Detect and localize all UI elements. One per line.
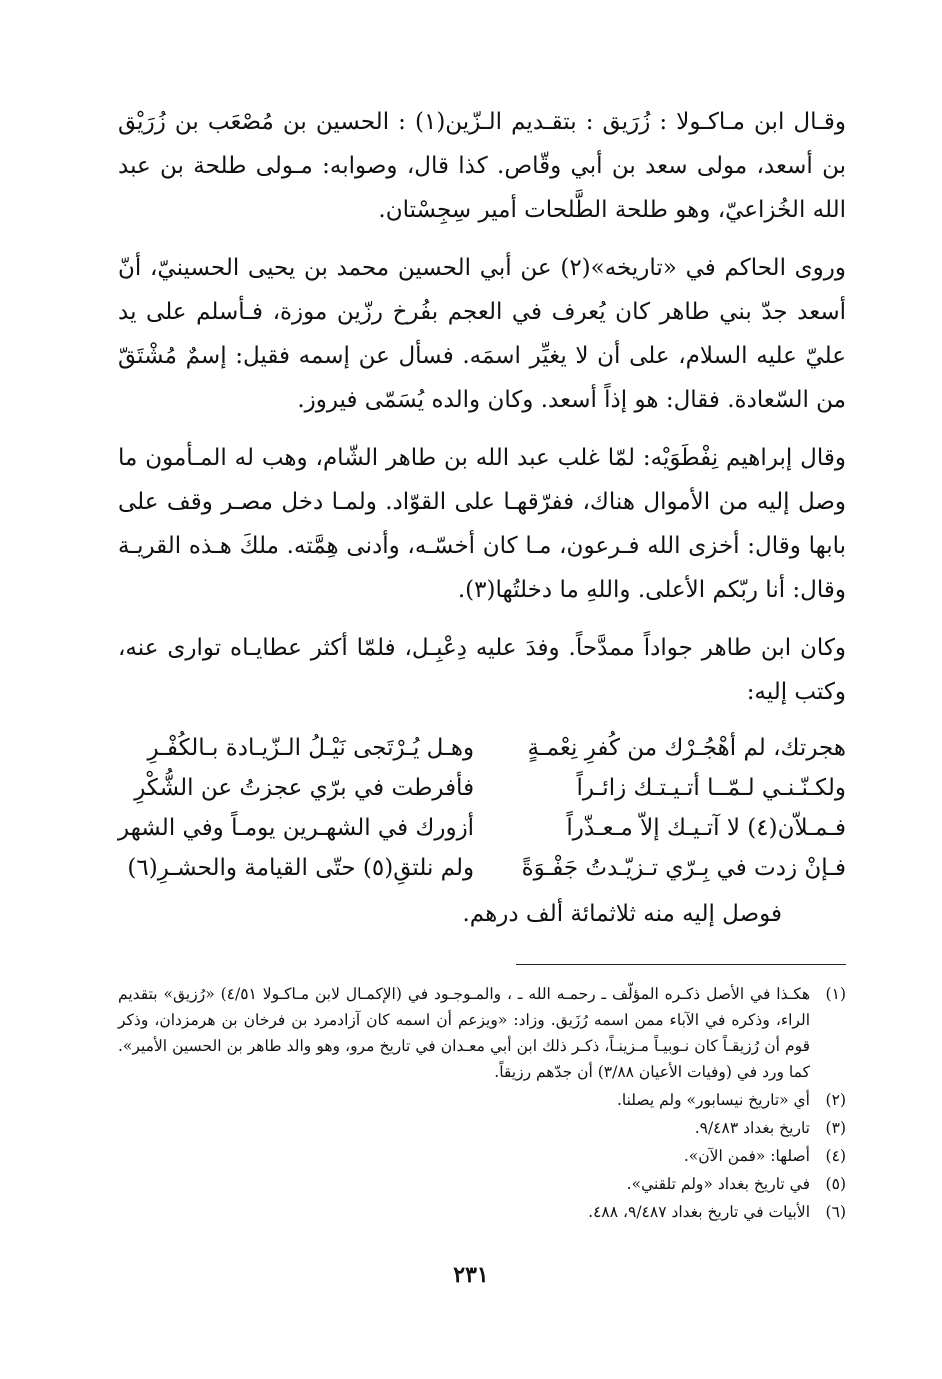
footnote-number: (١) <box>825 985 846 1003</box>
footnote-number: (٦) <box>825 1203 846 1221</box>
footnote-divider <box>516 964 846 965</box>
page-body <box>118 100 846 1227</box>
footnote-text: أصلها: «فمن الآن». <box>683 1147 810 1165</box>
paragraph-dibil: وكان ابن طاهر جواداً ممدَّحاً. وفدَ عليه دِعْبِـل، فلمّا أكثر عطايـاه توارى عنه، وكتب إليه: <box>118 635 846 705</box>
footnote-5 <box>118 1171 846 1197</box>
verse-1-first-hemistich: هجرتك، لم أهْجُـرْك من كُفرِ نِعْمـةٍ <box>527 735 846 761</box>
paragraph-hakim: وروى الحاكم في «تاريخه»(٢) عن أبي الحسين محمد بن يحيى الحسينيّ، أنّ أسعد جدّ بني طاهر كان يُعرف في العجم بفُرخ رزّين موزة، فـأسلم على يد عليّ عليه السلام، على أن لا يغيِّر اسمَه. فسأل عن إسمه فقيل: إسمٌ مُشْتَقّ من السّعادة. فقال: هو إذاً أسعد. وكان والده يُسَمّى فيروز. <box>118 255 846 413</box>
footnote-text: في تاريخ بغداد «ولم تلقني». <box>626 1175 810 1193</box>
poem-verses <box>118 728 846 888</box>
footnote-number: (٤) <box>825 1147 846 1165</box>
footnote-2 <box>118 1087 846 1113</box>
footnote-3 <box>118 1115 846 1141</box>
footnote-number: (٣) <box>825 1119 846 1137</box>
closing-line: فوصل إليه منه ثلاثمائة ألف درهم. <box>462 901 782 927</box>
verse-1-second-hemistich: وهـل يُـرْتَجى نَيْـلُ الـزّيـادة بـالكُفْـرِ <box>147 735 475 761</box>
footnote-number: (٥) <box>825 1175 846 1193</box>
footnote-number: (٢) <box>825 1091 846 1109</box>
footnotes <box>118 981 846 1225</box>
verse-2-second-hemistich: فأفرطت في برّي عجزتُ عن الشُّكْرِ <box>134 775 475 801</box>
page-number: ٢٣١ <box>453 1262 489 1288</box>
paragraph-ibn-makula: وقـال ابن مـاكـولا : زُرَيق : بتقـديم الـزّين(١) : الحسين بن مُصْعَب بن زُرَيْق بن أسعد، مولى سعد بن أبي وقّاص. كذا قال، وصوابه: مـولى طلحة بن عبد الله الخُزاعيّ، وهو طلحة الطَّلحات أمير سِجِسْتان. <box>118 109 846 223</box>
footnote-text: هكـذا في الأصل ذكـره المؤلّف ـ رحمـه الله ـ ، والمـوجـود في (الإكمـال لابن مـاكـولا ٤/٥١) «رُزيق» بتقديم الراء، وذكره في الآباء ممن اسمه رُزَيق. وزاد: «ويزعم أن اسمه كان آزادمرد بن فرخان بن هرمزدان، وذكر قوم أن رُزيقـاً كان نـوبيـاً مـزينـاً، ذكـر ذلك ابن أبي معـدان في تاريخ مرو، وهو والد طاهر بن الحسين الأمير». كما ورد في (وفيات الأعيان ٣/٨٨) أن جدّهم رزيقاً. <box>118 985 810 1081</box>
footnote-text: أي «تاريخ نيسابور» ولم يصلنا. <box>616 1091 810 1109</box>
footnote-text: الأبيات في تاريخ بغداد ٩/٤٨٧، ٤٨٨. <box>588 1203 810 1221</box>
verse-3-first-hemistich: فـمـلاّن(٤) لا آتـيـك إلاّ مـعـذّراً <box>566 815 846 841</box>
footnote-6 <box>118 1199 846 1225</box>
verse-4-first-hemistich: فـإنْ زدت في بِـرّي تـزيّـدتُ جَفْـوَةً <box>521 855 846 881</box>
verse-4-second-hemistich: ولم نلتقِ(٥) حتّى القيامة والحشـرِ(٦) <box>127 855 475 881</box>
footnote-1 <box>118 981 846 1085</box>
verse-3-second-hemistich: أزورك في الشهـرين يومـاً وفي الشهر <box>118 815 475 841</box>
footnote-text: تاريخ بغداد ٩/٤٨٣. <box>694 1119 810 1137</box>
verse-2-first-hemistich: ولكـنّـنـي لـمّــا أتـيـتـك زائـراً <box>576 775 846 801</box>
paragraph-niftawayh: وقال إبراهيم نِفْطَوَيْه: لمّا غلب عبد الله بن طاهر الشّام، وهب له المـأمون ما وصل إليه من الأموال هناك، ففرّقهـا على القوّاد. ولمـا دخل مصـر وقف على بابها وقال: أخزى الله فـرعون، مـا كان أخسّـه، وأدنى هِمَّته. ملكَ هـذه القريـة وقال: أنا ربّكم الأعلى. واللهِ ما دخلتُها(٣). <box>118 445 846 603</box>
footnote-4 <box>118 1143 846 1169</box>
